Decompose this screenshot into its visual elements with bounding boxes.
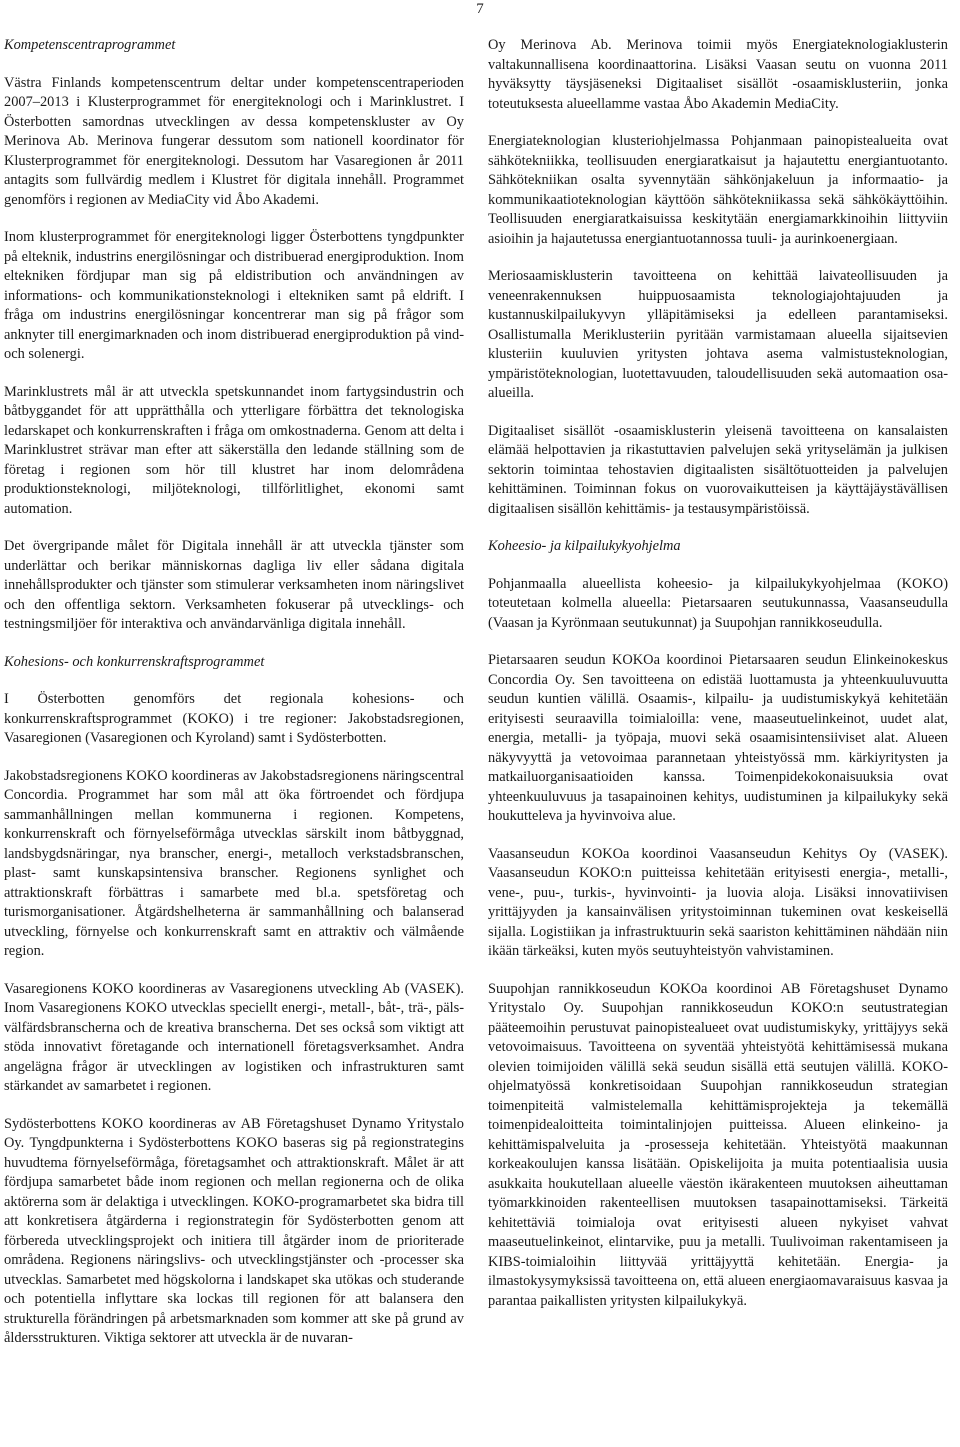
- paragraph: Vaasanseudun KOKOa koordinoi Vaasanseudun Kehitys Oy (VASEK). Vaasanseudun KOKO:n puitteissa kehitetään erityisesti energia-, metalli-, vene-, puu-, turkis-, hyvinvointi- ja luovia aloja. Lisäksi innovatiivisen yrittäjyyden ja kansainvälisen yritystoiminnan tukeminen ovat keskeisellä sijalla. Logistiikan ja infrastruktuurin sekä saariston kehittäminen nähdään niin ikään tärkeäksi, kuten myös seutuyhteistyön vahvistaminen.: [488, 845, 948, 959]
- page-number: 7: [476, 1, 484, 17]
- paragraph: Digitaaliset sisällöt -osaamisklusterin yleisenä tavoitteena on kansalaisten elämää helpottavien ja rikastuttavien palvelujen sekä yrityselämän ja julkisen sektorin toimintaa tehostavien digitaalisten sisältötuotteiden ja palvelujen kehittäminen. Toiminnan fokus on vuorovaikutteisen ja käyttäjäystävällisen digitaalisen sisällön kehittämis- ja testausympäristöissä.: [488, 422, 948, 517]
- paragraph: I Österbotten genomförs det regionala kohesions- och konkurrenskraftsprogrammet (KOKO) i tre regioner: Jakobstadsregionen, Vasaregionen (Vasaregionen och Kyroland) samt i Sydösterbotten.: [4, 691, 464, 746]
- paragraph: Pohjanmaalla alueellista koheesio- ja kilpailukykyohjelmaa (KOKO) toteutetaan kolmella alueella: Pietarsaaren seutukunnassa, Vaasanseudulla (Vaasan ja Kyrönmaan seutukunnat) ja Suupohjan rannikkoseudulla.: [488, 575, 948, 631]
- paragraph: Suupohjan rannikkoseudun KOKOa koordinoi AB Företagshuset Dynamo Yritystalo Oy. Suupohjan rannikkoseudun KOKO:n seutustrategian pääteemoihin perustuvat painopistealueet ovat uudistumiskyky, yrittäjyys sekä vetovoimaisuus. Tavoitteena on syventää yhteistyötä kehittämisessä mukana olevien toimijoiden välillä sekä seudun sisällä että seutujen välillä. KOKO-ohjelmatyössä konkretisoidaan Suupohjan rannikkoseudun strategian toimenpiteitä valmistelemalla kehittämisprojekteja ja tekemällä toimenpidealoitteita toimintalinjojen puitteissa. Alueen elinkeino- ja kehittämispalveluita ja -prosesseja kehitetään. Yhteistyötä maakunnan korkeakoulujen kanssa lisätään. Opiskelijoita ja muita potentiaalisia uusia asukkaita houkutellaan alueelle väestön ikärakenteen muutoksen aiheuttaman työmarkkinoiden rakenteellisen muutoksen tasapainottamiseksi. Tärkeitä kehitettäviä toimialoja ovat erityisesti alueen nykyiset vahvat maaseutuelinkeinot, elintarvike, puu ja metalli. Tuulivoiman rakentamiseen ja KIBS-toimialoihin liittyvää yrittäjyyttä kehitetään. Energia- ja ilmastokysymyksissä tavoitteena on, että alueen energiaomavaraisuus kasvaa ja parantaa paikallisten yritysten kilpailukykyä.: [488, 980, 948, 1309]
- paragraph: Jakobstadsregionens KOKO koordineras av Jakobstadsregionens näringscentral Concordia. Programmet har som mål att öka förtroendet och fördjupa sammanhållningen mellan kommunerna i regionen. Kompetens, konkurrenskraft och förnyelseförmåga utvecklas särskilt inom båtbyggnad, landsbygdsnäringar, nya branscher, energi-, metalloch verkstadsbranschen, plast- samt kunskapsintensiva branscher. Regionens synlighet och attraktionskraft förbättras i samarbete med bl.a. spetsföretag och turismorganisationer. Åtgärdshelheterna är sammanhållning och balanserad utveckling, förnyelse och konkurrenskraft samt en attraktiv och välmående region.: [4, 767, 464, 959]
- paragraph: Meriosaamisklusterin tavoitteena on kehittää laivateollisuuden ja veneenrakennuksen huippuosaamista teknologiajohtajuuden ja kustannuskilpailukyvyn ylläpitämiseksi ja edelleen parantamiseksi. Osallistumalla Meriklusteriin pyritään varmistamaan alueella sijaitsevien klusteriin kuuluvien yritysten johtava asema valmistusteknologian, ympäristöteknologian, luotettavuuden, taloudellisuuden sekä automaation osa-alueilla.: [488, 268, 948, 401]
- section-heading: Koheesio- ja kilpailukykyohjelma: [488, 538, 681, 554]
- paragraph: Pietarsaaren seudun KOKOa koordinoi Pietarsaaren seudun Elinkeinokeskus Concordia Oy. Sen tavoitteena on edistää luottamusta ja yhteenkuuluvuutta seudun kuntien välillä. Osaamis-, kilpailu- ja uudistumiskykyä kehitetään erityisesti seuraavilla toimialoilla: vene, maaseutuelinkeinot, uudet alat, energia, metalli- ja työpaja, muovi sekä osaamisintensiiviset alat. Alueen näkyvyyttä ja vetovoimaa parannetaan yhteistyössä mm. kärkiyritysten ja matkailuorganisaatioiden kanssa. Toimenpidekokonaisuuksia ovat yhteenkuuluvuus ja tasapainoinen kehitys, uudistuminen ja kilpailukyky sekä houkutteleva ja hyvinvoiva alue.: [488, 652, 948, 824]
- paragraph: Marinklustrets mål är att utveckla spetskunnandet inom fartygsindustrin och båtbyggandet för att upprätthålla och ytterligare förbättra det teknologiska ledarskapet och konkurrenskraften i fråga om omkostnaderna. Genom att delta i Marinklustret strävar man efter att säkerställa den ledande ställning som de företag i regionen som hör till klustret har inom delområdena produktionsteknologi, miljöteknologi, tillförlitlighet, ekonomi samt automation.: [4, 383, 464, 517]
- paragraph: Vasaregionens KOKO koordineras av Vasaregionens utveckling Ab (VASEK). Inom Vasaregionens KOKO utvecklas speciellt energi-, metall-, båt-, trä-, päls- välfärdsbranscherna och de kreativa branscherna. Det ses också som viktigt att stöda innovativt företagande och internationell företagsverksamhet. Andra angelägna frågor är utvecklingen av logistiken och infrastrukturen samt stärkandet av samarbetet i regionen.: [4, 980, 464, 1094]
- paragraph: Oy Merinova Ab. Merinova toimii myös Energiateknologiaklusterin valtakunnallisena koordinaattorina. Lisäksi Vaasan seutu on vuonna 2011 hyväksytty täysjäseneksi Digitaaliset sisällöt -osaamisklusteriin, jonka toteutuksesta alueellamme vastaa Åbo Akademin MediaCity.: [488, 37, 948, 112]
- paragraph: Inom klusterprogrammet för energiteknologi ligger Österbottens tyngdpunkter på elteknik, industrins energilösningar och distribuerad energiproduktion. Inom eltekniken fördjupar man sig på eldistribution och användningen av informations- och kommunikationsteknologi i eltekniken samt på eldrift. I fråga om industrins energilösningar koncentrerar man sig på frågor som anknyter till energimarknaden och inom distribuerad energiproduktion på vind- och solenergi.: [4, 229, 464, 362]
- paragraph: Det övergripande målet för Digitala innehåll är att utveckla tjänster som underlättar och berikar människornas dagliga liv eller sådana digitala innehållsprodukter och tjänster som stimulerar verksamheten inom näringslivet och den offentliga sektorn. Verksamheten fokuserar på utvecklings- och testningsmiljöer för interaktiva och användarvänliga digitala innehåll.: [4, 538, 464, 632]
- right-column: [488, 36, 948, 1329]
- section-heading: Kohesions- och konkurrenskraftsprogrammet: [4, 653, 265, 670]
- section-heading: Kompetenscentraprogrammet: [4, 37, 176, 53]
- paragraph: Västra Finlands kompetenscentrum deltar under kompetenscentraperioden 2007–2013 i Klusterprogrammet för energiteknologi och i Marinklustret. I Österbotten samordnas utvecklingen av dessa kompetenskluster av Oy Merinova Ab. Merinova fungerar dessutom som nationell koordinator för Klusterprogrammet för energiteknologi. Dessutom har Vasaregionen år 2011 antagits som fullvärdig medlem i Klustret för digitala innehåll. Programmet genomförs i regionen av MediaCity vid Åbo Akademi.: [4, 74, 464, 208]
- paragraph: Energiateknologian klusteriohjelmassa Pohjanmaan painopistealueita ovat sähkötekniikka, teollisuuden energiaratkaisut ja hajautettu energiantuotanto. Sähkötekniikan osalta syvennytään sähkönjakeluun ja informaatio- ja kommunikaatioteknologian käyttöön sähkötekniikassa sekä sähkökäyttöihin. Teollisuuden energiaratkaisuissa keskitytään energiamarkkinoihin liittyviin asioihin ja hajautetussa energiantuotannossa tuuli- ja aurinkoenergiaan.: [488, 133, 948, 247]
- left-column: [4, 36, 464, 1367]
- paragraph: Sydösterbottens KOKO koordineras av AB Företagshuset Dynamo Yritystalo Oy. Tyngdpunkterna i Sydösterbottens KOKO baseras sig på regionstrategins huvudtema förnyelseförmåga, företagsamhet och attraktionskraft. Målet är att fördjupa samarbetet både inom regionen och mellan regionerna och de olika aktörerna som är delaktiga i utvecklingen. KOKO-programarbetet ska bidra till att konkretisera åtgärderna i regionstrategin för Sydösterbotten genom att förbereda utvecklingsprojekt och initiera till åtgärder inom de prioriterade områdena. Regionens näringslivs- och utvecklingstjänster och -processer ska utvecklas. Samarbetet med högskolorna i landskapet ska utökas och studerande och potentiella inflyttare ska lockas till regionen för att balansera den strukturella förändringen på arbetsmarknaden som kommer att ske på grund av åldersstrukturen. Viktiga sektorer att utveckla är de nuvaran-: [4, 1115, 464, 1346]
